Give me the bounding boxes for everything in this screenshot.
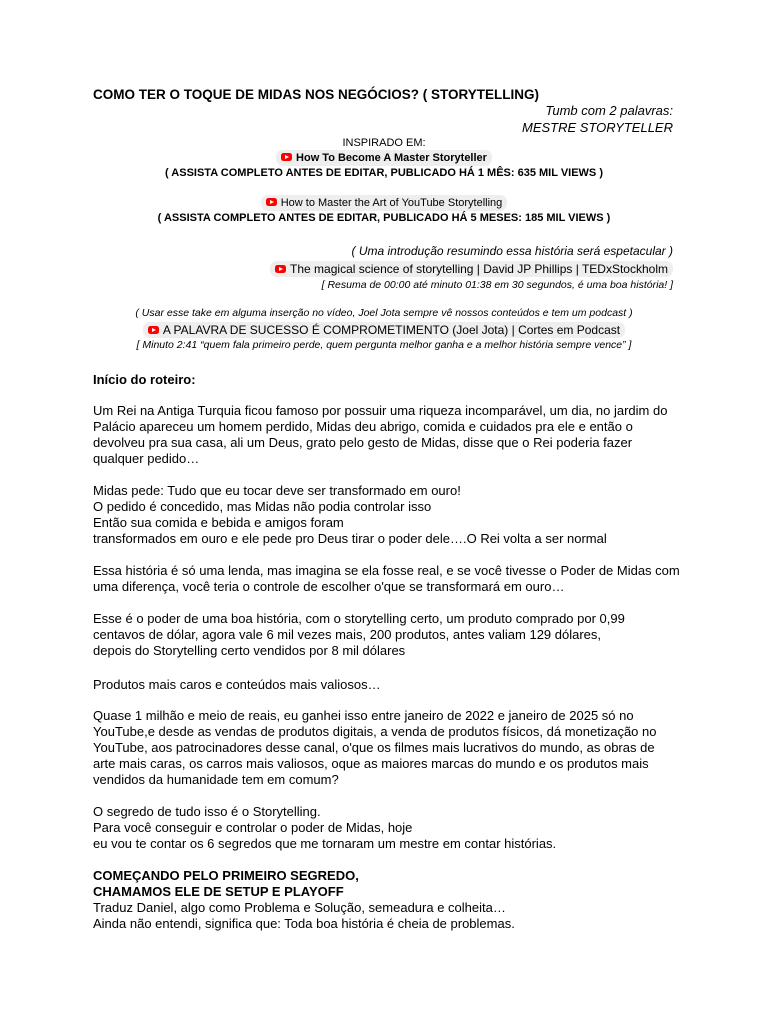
- page-title: COMO TER O TOQUE DE MIDAS NOS NEGÓCIOS? ( STORYTELLING): [93, 87, 540, 102]
- section-heading-line: CHAMAMOS ELE DE SETUP E PLAYOFF: [93, 884, 344, 899]
- inspired-label: INSPIRADO EM:: [342, 137, 426, 149]
- youtube-icon: [266, 198, 277, 206]
- video-link-2-label: How to Master the Art of YouTube Storytelling: [280, 197, 503, 209]
- paragraph-line: centavos de dólar, agora vale 6 mil vezes mais, 200 produtos, antes valiam 129 dólares,: [93, 627, 602, 642]
- paragraph-1: [93, 403, 683, 467]
- paragraph-line: Palácio apareceu um homem perdido, Midas deu abrigo, comida e cuidados pra ele e então o: [93, 419, 633, 434]
- video-link-1-label: How To Become A Master Storyteller: [296, 152, 487, 164]
- paragraph-6: [93, 708, 683, 788]
- script-heading: Início do roteiro:: [93, 372, 196, 387]
- paragraph-line: qualquer pedido…: [93, 451, 200, 466]
- paragraph-line: Então sua comida e bebida e amigos foram: [93, 515, 344, 530]
- paragraph-line: YouTube,e desde as vendas de produtos digitais, a venda de produtos físicos, dá monetização no: [93, 724, 657, 739]
- paragraph-line: depois do Storytelling certo vendidos por 8 mil dólares: [93, 643, 406, 658]
- paragraph-line: Produtos mais caros e conteúdos mais valiosos…: [93, 677, 381, 692]
- paragraph-line: Quase 1 milhão e meio de reais, eu ganhei isso entre janeiro de 2022 e janeiro de 2025 só no: [93, 708, 634, 723]
- section-1-heading: [93, 868, 683, 900]
- paragraph-line: Essa história é só uma lenda, mas imagina se ela fosse real, e se você tivesse o Poder de Midas com: [93, 563, 680, 578]
- thumb-note-line-2: MESTRE STORYTELLER: [522, 120, 673, 135]
- paragraph-2: [93, 483, 683, 547]
- paragraph-line: arte mais caras, os carros mais valiosos, oque as maiores marcas do mundo e os produtos mais: [93, 756, 649, 771]
- reference-3-note: [ Resuma de 00:00 até minuto 01:38 em 30 segundos, é uma boa história! ]: [321, 279, 673, 291]
- reference-1: [0, 150, 768, 166]
- paragraph-line: uma diferença, você teria o controle de escolher o'que se transformará em ouro…: [93, 579, 565, 594]
- youtube-icon: [281, 153, 292, 161]
- reference-2: [0, 195, 768, 211]
- paragraph-7: [93, 804, 683, 852]
- video-link-3[interactable]: [270, 261, 673, 277]
- paragraph-line: eu vou te contar os 6 segredos que me tornaram um mestre em contar histórias.: [93, 836, 557, 851]
- reference-4-note: [ Minuto 2:41 “quem fala primeiro perde, quem pergunta melhor ganha e a melhor história sempre vence” ]: [136, 339, 632, 351]
- reference-4-intro: ( Usar esse take em alguma inserção no vídeo, Joel Jota sempre vê nossos conteúdos e tem um podcast ): [135, 307, 633, 319]
- paragraph-line: Midas pede: Tudo que eu tocar deve ser transformado em ouro!: [93, 483, 461, 498]
- youtube-icon: [275, 265, 286, 273]
- paragraph-line: YouTube, aos patrocinadores desse canal, o'que os filmes mais lucrativos do mundo, as obras de: [93, 740, 655, 755]
- paragraph-line: devolveu pra sua casa, ali um Deus, grato pelo gesto de Midas, disse que o Rei poderia fazer: [93, 435, 633, 450]
- paragraph-line: vendidos da humanidade tem em comum?: [93, 772, 339, 787]
- paragraph-line: Ainda não entendi, significa que: Toda boa história é cheia de problemas.: [93, 916, 515, 931]
- paragraph-line: O segredo de tudo isso é o Storytelling.: [93, 804, 321, 819]
- paragraph-3: [93, 563, 683, 595]
- video-link-4-label: A PALAVRA DE SUCESSO É COMPROMETIMENTO (Joel Jota) | Cortes em Podcast: [162, 323, 621, 337]
- video-link-2[interactable]: [261, 195, 508, 211]
- video-link-4[interactable]: [143, 322, 625, 338]
- reference-3: [0, 261, 673, 277]
- paragraph-4: [93, 611, 683, 659]
- reference-2-note: ( ASSISTA COMPLETO ANTES DE EDITAR, PUBLICADO HÁ 5 MESES: 185 MIL VIEWS ): [157, 212, 611, 224]
- paragraph-line: transformados em ouro e ele pede pro Deus tirar o poder dele….O Rei volta a ser normal: [93, 531, 607, 546]
- paragraph-5: [93, 677, 683, 693]
- youtube-icon: [148, 326, 159, 334]
- reference-4: [0, 322, 768, 338]
- paragraph-line: Traduz Daniel, algo como Problema e Solução, semeadura e colheita…: [93, 900, 506, 915]
- thumb-note-line-1: Tumb com 2 palavras:: [545, 103, 673, 118]
- reference-3-intro: ( Uma introdução resumindo essa história será espetacular ): [351, 244, 673, 258]
- paragraph-line: O pedido é concedido, mas Midas não podia controlar isso: [93, 499, 432, 514]
- paragraph-line: Esse é o poder de uma boa história, com o storytelling certo, um produto comprado por 0,99: [93, 611, 625, 626]
- video-link-3-label: The magical science of storytelling | David JP Phillips | TEDxStockholm: [290, 262, 668, 276]
- reference-1-note: ( ASSISTA COMPLETO ANTES DE EDITAR, PUBLICADO HÁ 1 MÊS: 635 MIL VIEWS ): [164, 167, 603, 179]
- section-1-text: [93, 900, 683, 932]
- section-heading-line: COMEÇANDO PELO PRIMEIRO SEGREDO,: [93, 868, 359, 883]
- video-link-1[interactable]: [276, 150, 492, 166]
- paragraph-line: Para você conseguir e controlar o poder de Midas, hoje: [93, 820, 413, 835]
- paragraph-line: Um Rei na Antiga Turquia ficou famoso por possuir uma riqueza incomparável, um dia, no jardim do: [93, 403, 668, 418]
